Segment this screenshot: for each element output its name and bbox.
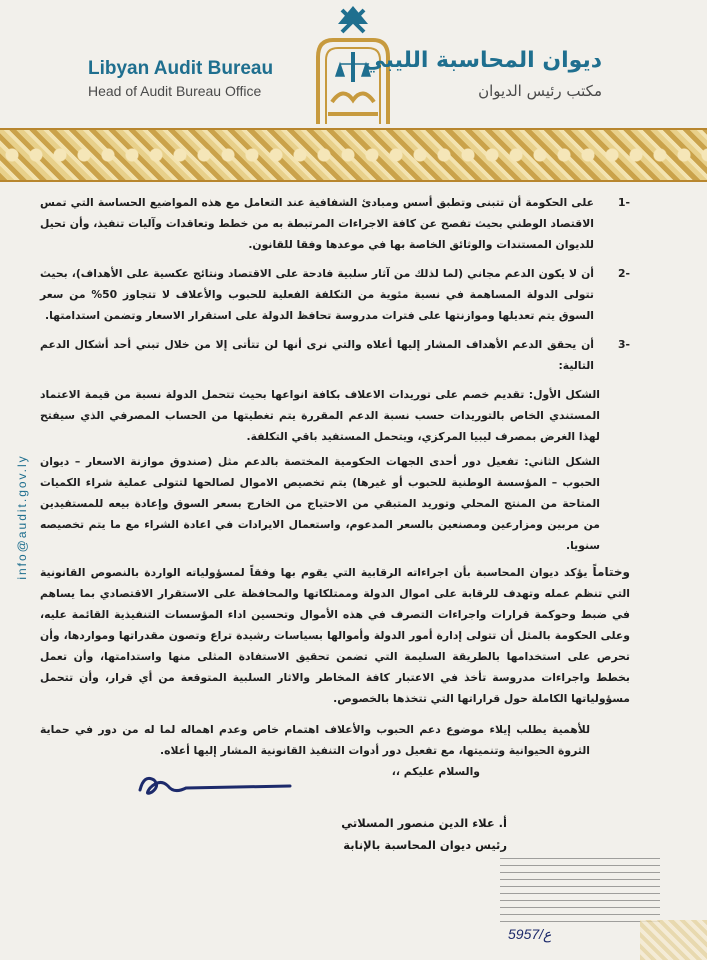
support-form-first (40, 384, 630, 447)
form-label: الشكل الأول: (528, 388, 600, 401)
form-label: الشكل الثاني: (524, 455, 600, 468)
arabic-title: ديوان المحاسبة الليبي (363, 48, 602, 73)
importance-note: للأهمية يطلب إيلاء موضوع دعم الحبوب والأعلاف اهتمام خاص وعدم اهماله لما له من دور في حماية الثروة الحيوانية وتنميتها، مع تفعيل دور أدوات التنفيذ القانونية المشار إليها أعلاه. (40, 723, 590, 757)
item-number: -2 (618, 267, 630, 280)
closing-text: يؤكد ديوان المحاسبة بأن اجراءاته الرقابية التي يقوم بها وفقاً لمسؤولياته الواردة بالنصوص القانونية التي تنظم عمله وتهدف للرقابة على اموال الدولة وممتلكاتها والمحافظة على الاستقرار الاقتصادي بما يساهم في ضبط وحوكمة قرارات واجراءات التصرف في هذه الأموال وتحسين اداء المؤسسات التنفيذية القائمة عليه، وعلى الحكومة بالمثل أن تتولى إدارة أمور الدولة وأموالها بسياسات رشيدة تراع وتصون مقدراتها ومواردها، وأن تحرص على استخدامها بالطريقة السليمة التي تضمن تحقيق الاستفادة المثلى منها واستدامتها، وأن تعمل بخطط واجراءات مدروسة تأخذ في الاعتبار كافة المخاطر والاثار السلبية المتوقعة من أي قرار، وأن تتحمل مسؤولياتها الكاملة حول قراراتها التي تتخذها بالخصوص. (40, 566, 630, 705)
bottom-ornament (640, 920, 707, 960)
english-title: Libyan Audit Bureau (88, 58, 274, 79)
ornamental-border (0, 128, 707, 182)
item-number: -1 (618, 196, 630, 209)
form-text: تقديم خصم على توريدات الاعلاف بكافة انواعها بحيث تتحمل الدولة نسبة من قيمة الاعتماد المستندي الخاص بالتوريدات حسب نسبة الدعم المقررة يتم تغطيتها من الحساب المصرفي الذي سيفتح لهذا الغرض بمصرف ليبيا المركزي، ويتحمل المستفيد باقي التكلفة. (40, 388, 600, 443)
item-text: على الحكومة أن تتبنى وتطبق أسس ومبادئ الشفافية عند التعامل مع هذه المواضيع الحساسة التي تمس الاقتصاد الوطني بحيث تفصح عن كافة الاجراءات المرتبطة به من خطط وتعاقدات وآليات تنفيذ، وأن تحيل للديوان المستندات والوثائق الخاصة بها في موعدها وفقا للقانون. (40, 196, 594, 251)
signature-icon (130, 766, 300, 806)
letter-body (40, 192, 630, 782)
item-number: -3 (618, 338, 630, 351)
signatory-title: رئيس ديوان المحاسبة بالإنابة (343, 838, 507, 852)
signatory-block (341, 812, 507, 856)
reference-number: ع/5957 (508, 926, 552, 942)
signatory-name: أ. علاء الدين منصور المسلاتي (341, 816, 507, 830)
closing-lead: وختاماً (592, 565, 630, 579)
form-text: تفعيل دور أحدى الجهات الحكومية المختصة بالدعم مثل (صندوق موازنة الاسعار – ديوان الحبوب – المؤسسة الوطنية للحبوب أو غيرها) يتم تخصيص الاموال لصالحها لتتولى عملية شراء الكميات المتاحة من المنتج المحلي وتوريد المتبقي من الاحتياج من الخارج بسعر السوق وإعادة بيعه للمستفيدين من مربين ومزارعين ومصنعين بالسعر المدعوم، واستعمال الايرادات في اعادة الشراء مع ما يتم تخصيصه سنويا. (40, 455, 600, 552)
support-form-second (40, 451, 630, 556)
list-item (40, 192, 630, 255)
distribution-list (500, 858, 660, 928)
item-text: أن يحقق الدعم الأهداف المشار إليها أعلاه والتي نرى أنها لن تتأتى إلا من خلال تبني أحد أشكال الدعم التالية: (40, 338, 594, 372)
side-email-text: info@audit.gov.ly (15, 454, 29, 580)
letterhead (0, 0, 707, 128)
item-text: أن لا يكون الدعم مجاني (لما لذلك من آثار سلبية فادحة على الاقتصاد ونتائج عكسية على الأهداف)، بحيث تتولى الدولة المساهمة في نسبة مئوية من التكلفة الفعلية للحبوب والأعلاف لا تتجاوز 50% من سعر السوق يتم تعديلها وموازنتها على فترات مدروسة تحافظ الدولة على استقرار الاسعار وتضمن استدامتها. (40, 267, 594, 322)
list-item (40, 263, 630, 326)
regards: والسلام عليكم ،، (391, 765, 480, 778)
arabic-subtitle: مكتب رئيس الديوان (478, 82, 602, 100)
closing-paragraph (40, 562, 630, 709)
side-email (2, 420, 29, 620)
english-subtitle: Head of Audit Bureau Office (88, 83, 262, 99)
list-item (40, 334, 630, 376)
